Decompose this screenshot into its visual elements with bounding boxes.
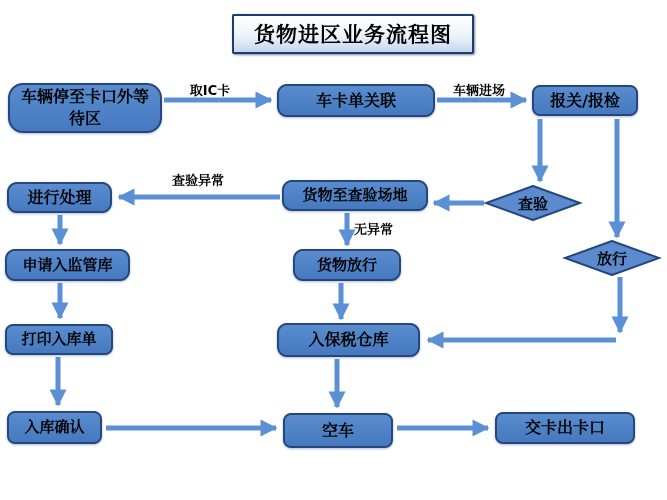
node-apply-supervision-warehouse bbox=[5, 249, 130, 281]
diamond-check bbox=[486, 186, 580, 220]
node-return-card-exit-gate bbox=[495, 412, 635, 444]
node-empty-vehicle-label: 空车 bbox=[321, 420, 354, 440]
node-vehicle-wait-area-label: 车辆停至卡口外等待区 bbox=[20, 87, 149, 128]
node-enter-bonded-warehouse-label: 入保税仓库 bbox=[308, 330, 389, 350]
diamond-release-label: 放行 bbox=[596, 249, 627, 268]
edge-label-inspection-abnormal: 查验异常 bbox=[171, 174, 224, 189]
node-card-doc-link bbox=[277, 84, 435, 117]
node-empty-vehicle bbox=[283, 413, 393, 448]
diamond-release bbox=[565, 241, 659, 275]
node-handle-processing-label: 进行处理 bbox=[27, 187, 92, 207]
edge-label-take-ic-card: 取IC卡 bbox=[189, 84, 231, 99]
node-cargo-release bbox=[293, 249, 401, 281]
diamond-check-label: 查验 bbox=[517, 194, 548, 213]
node-return-card-exit-gate-label: 交卡出卡口 bbox=[524, 418, 605, 438]
node-cargo-release-label: 货物放行 bbox=[316, 255, 377, 274]
page-title bbox=[232, 14, 474, 54]
node-warehouse-confirmation-label: 入库确认 bbox=[24, 418, 85, 437]
node-customs-declaration bbox=[532, 85, 638, 116]
node-vehicle-wait-area bbox=[8, 83, 162, 133]
edge-label-no-abnormal: 无异常 bbox=[354, 223, 394, 238]
node-card-doc-link-label: 车卡单关联 bbox=[315, 90, 396, 110]
edge-label-vehicle-enter: 车辆进场 bbox=[452, 84, 505, 99]
node-customs-declaration-label: 报关/报检 bbox=[550, 90, 620, 110]
node-enter-bonded-warehouse bbox=[277, 323, 420, 357]
page-title-text: 货物进区业务流程图 bbox=[254, 23, 452, 47]
node-cargo-to-inspection-site-label: 货物至查验场地 bbox=[302, 186, 408, 205]
node-handle-processing bbox=[7, 182, 112, 213]
node-print-warehouse-receipt bbox=[5, 324, 113, 355]
node-warehouse-confirmation bbox=[7, 411, 102, 444]
node-apply-supervision-warehouse-label: 申请入监管库 bbox=[22, 255, 113, 274]
node-cargo-to-inspection-site bbox=[282, 180, 428, 211]
node-print-warehouse-receipt-label: 打印入库单 bbox=[21, 330, 97, 349]
